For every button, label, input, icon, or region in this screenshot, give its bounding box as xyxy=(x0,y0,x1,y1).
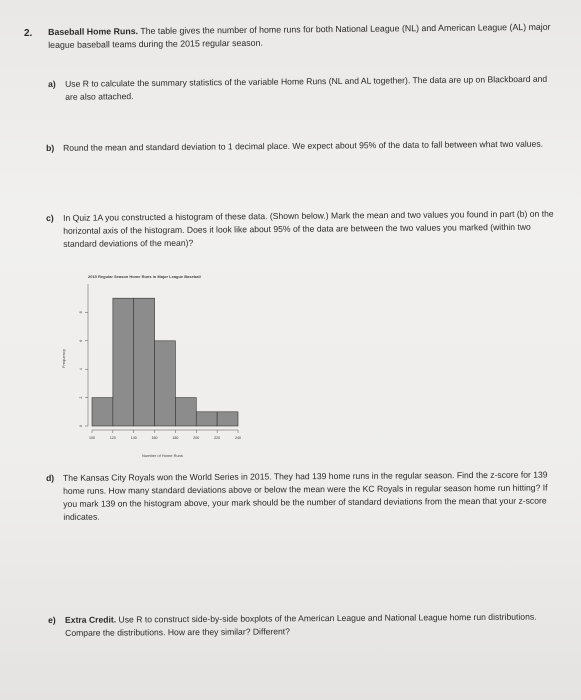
part-e-label: e) xyxy=(48,614,56,625)
y-tick-label: 4 xyxy=(79,368,83,371)
histogram-bar xyxy=(217,412,238,426)
y-tick-label: 6 xyxy=(79,339,83,342)
part-e xyxy=(48,610,558,638)
part-d xyxy=(46,468,561,522)
histogram-plot xyxy=(60,268,260,468)
x-tick-label: 240 xyxy=(235,436,241,440)
part-c-text: In Quiz 1A you constructed a histogram of these data. (Shown below.) Mark the mean and two values you found in part (b) on the horizontal axis of the histogram. Does it look like about 95% of the data are between the two values you marked (within two standard deviations of the mean)? xyxy=(63,208,554,249)
part-e-text-wrap xyxy=(65,610,555,639)
part-b-label: b) xyxy=(46,142,55,153)
x-tick-label: 220 xyxy=(214,436,221,440)
x-tick-label: 160 xyxy=(151,436,158,440)
x-tick-label: 140 xyxy=(130,436,137,440)
part-a-label: a) xyxy=(48,78,56,89)
part-c xyxy=(46,208,561,249)
chart-title: 2015 Regular Season Home Runs in Major League Baseball xyxy=(88,274,201,279)
part-b-text: Round the mean and standard deviation to 1 decimal place. We expect about 95% of the data to fall between what two values. xyxy=(63,138,544,153)
histogram-bar xyxy=(155,341,176,426)
x-tick-label: 100 xyxy=(89,436,95,440)
part-b xyxy=(46,138,556,153)
chart-xlabel: Number of Home Runs xyxy=(142,453,183,458)
question-number: 2. xyxy=(24,28,33,39)
y-tick-label: 0 xyxy=(79,425,83,427)
part-e-text: Use R to construct side-by-side boxplots of the American League and National League home run distributions. Compare the distributions. How are they similar? Different? xyxy=(65,611,537,638)
x-tick-label: 180 xyxy=(172,436,179,440)
histogram-bar xyxy=(92,398,113,426)
x-tick-label: 200 xyxy=(193,436,200,440)
y-tick-label: 8 xyxy=(79,311,83,314)
histogram xyxy=(60,268,260,468)
part-d-text: The Kansas City Royals won the World Series in 2015. They had 139 home runs in the regular season. Find the z-score for 139 home runs. How many standard deviations above or below the mean were the KC Royals in regular season home run hitting? If you mark 139 on the histogram above, your mark should be the number of standard deviations from the mean that your z-score indicates. xyxy=(63,469,548,522)
question-intro xyxy=(48,21,558,52)
part-a-text: Use R to calculate the summary statistics of the variable Home Runs (NL and AL together). The data are up on Blackboard and are also attached. xyxy=(65,73,548,102)
question-title: Baseball Home Runs. xyxy=(48,26,139,37)
x-tick-label: 120 xyxy=(109,436,116,440)
histogram-bar xyxy=(134,298,155,426)
y-tick-label: 2 xyxy=(79,396,83,399)
histogram-bar xyxy=(175,398,196,426)
part-d-label: d) xyxy=(46,472,55,483)
part-c-label: c) xyxy=(46,212,54,223)
extra-credit-label: Extra Credit. xyxy=(65,614,117,625)
histogram-bar xyxy=(196,412,217,426)
histogram-bar xyxy=(113,298,134,426)
chart-ylabel: Frequency xyxy=(60,349,66,368)
question-intro-text: The table gives the number of home runs for both National League (NL) and American League (AL) major league baseball teams during the 2015 regular season. xyxy=(48,21,551,50)
part-a xyxy=(48,73,558,102)
